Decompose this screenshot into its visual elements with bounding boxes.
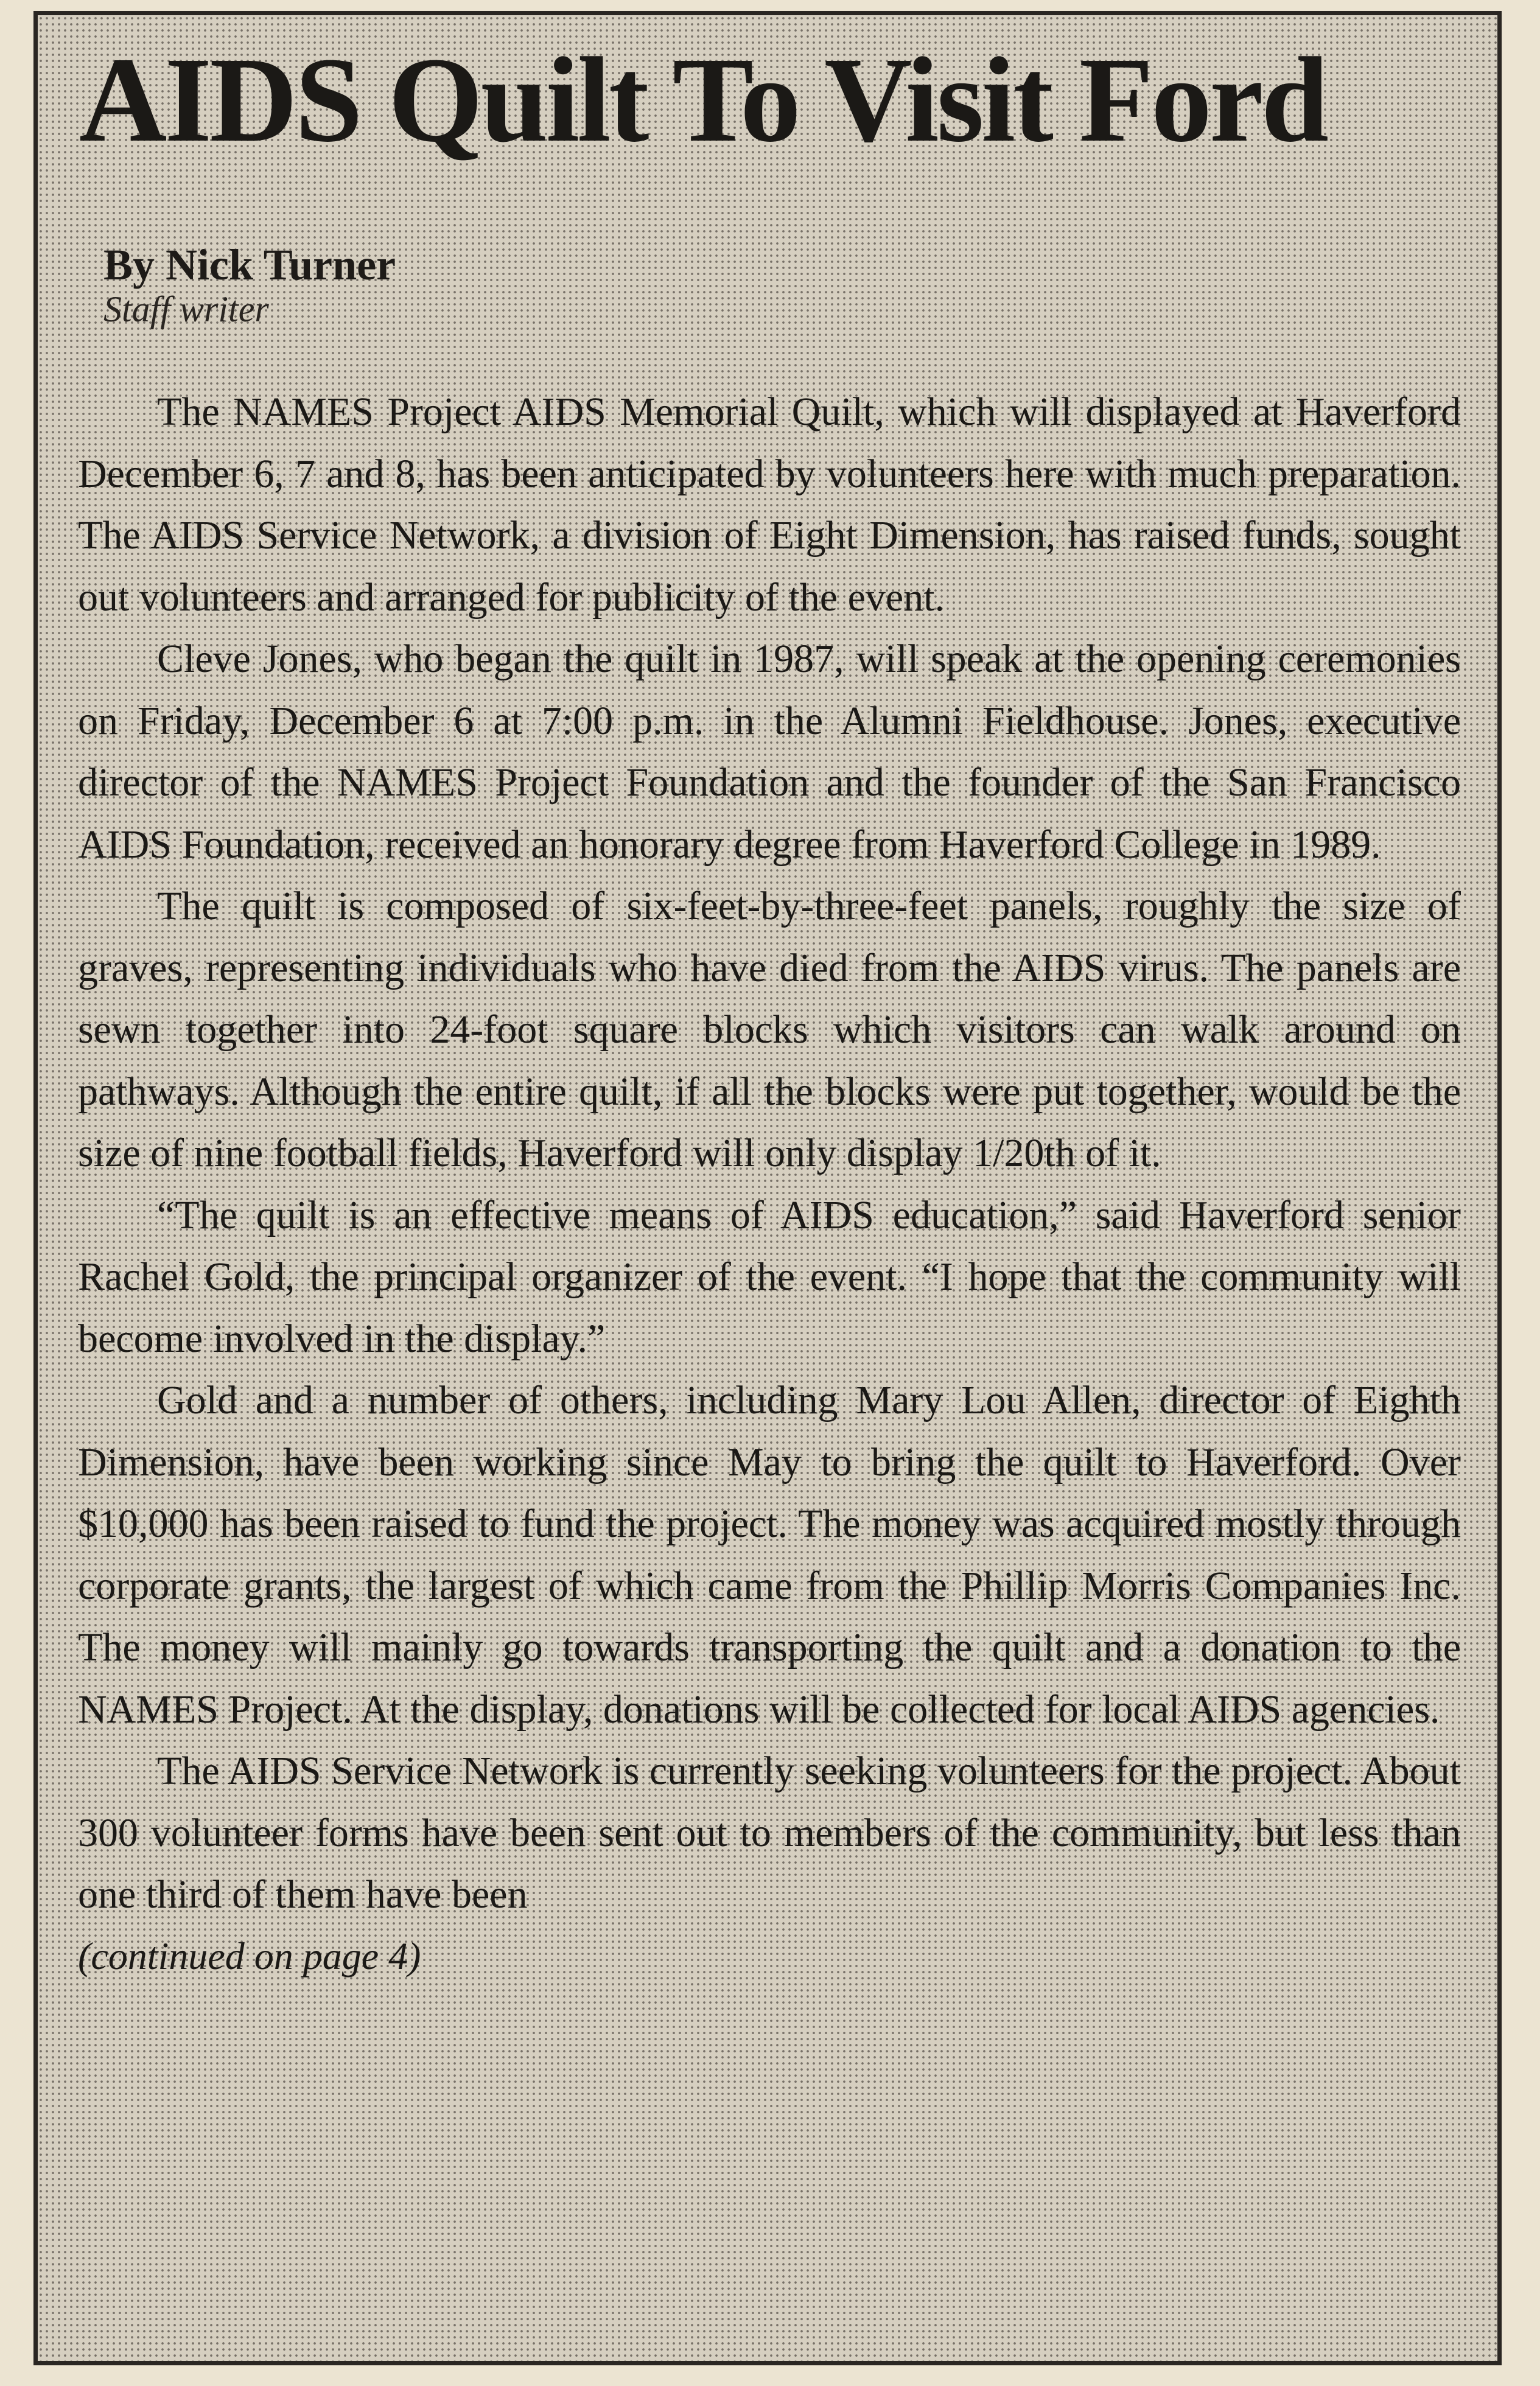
paragraph: The quilt is composed of six-feet-by-three-feet panels, roughly the size of graves, representing individuals who have died from the AIDS virus. The panels are sewn together into 24-foot square blocks which visitors can walk around on pathways. Although the entire quilt, if all the blocks were put together, would be the size of nine football fields, Haverford will only display 1/20th of it.	[78, 884, 1461, 1175]
paragraph: Gold and a number of others, including Mary Lou Allen, director of Eighth Dimension, have been working since May to bring the quilt to Haverford. Over $10,000 has been raised to fund the project. The money was acquired mostly through corporate grants, the largest of which came from the Phillip Morris Companies Inc. The money will mainly go towards transporting the quilt and a donation to the NAMES Project. At the display, donations will be collected for local AIDS agencies.	[78, 1378, 1461, 1732]
byline: By Nick Turner	[103, 240, 396, 289]
paragraph: Cleve Jones, who began the quilt in 1987, will speak at the opening ceremonies on Friday, December 6 at 7:00 p.m. in the Alumni Fieldhouse. Jones, executive director of the NAMES Project Foundation and the founder of the San Francisco AIDS Foundation, received an honorary degree from Haverford College in 1989.	[78, 637, 1461, 867]
headline: AIDS Quilt To Visit Ford	[79, 33, 1327, 167]
paragraph: “The quilt is an effective means of AIDS education,” said Haverford senior Rachel Gold, the principal organizer of the event. “I hope that the community will become involved in the display.”	[78, 1192, 1461, 1361]
paragraph: The NAMES Project AIDS Memorial Quilt, which will displayed at Haverford December 6, 7 and 8, has been anticipated by volunteers here with much preparation. The AIDS Service Network, a division of Eight Dimension, has raised funds, sought out volunteers and arranged for publicity of the event.	[78, 390, 1461, 620]
continued-note: (continued on page 4)	[78, 1934, 421, 1978]
byline-role: Staff writer	[103, 289, 269, 329]
article-box	[33, 11, 1502, 2365]
article-body	[67, 381, 1468, 1926]
paragraph: The AIDS Service Network is currently seeking volunteers for the project. About 300 volunteer forms have been sent out to members of the community, but less than one third of them have been	[78, 1749, 1461, 1917]
